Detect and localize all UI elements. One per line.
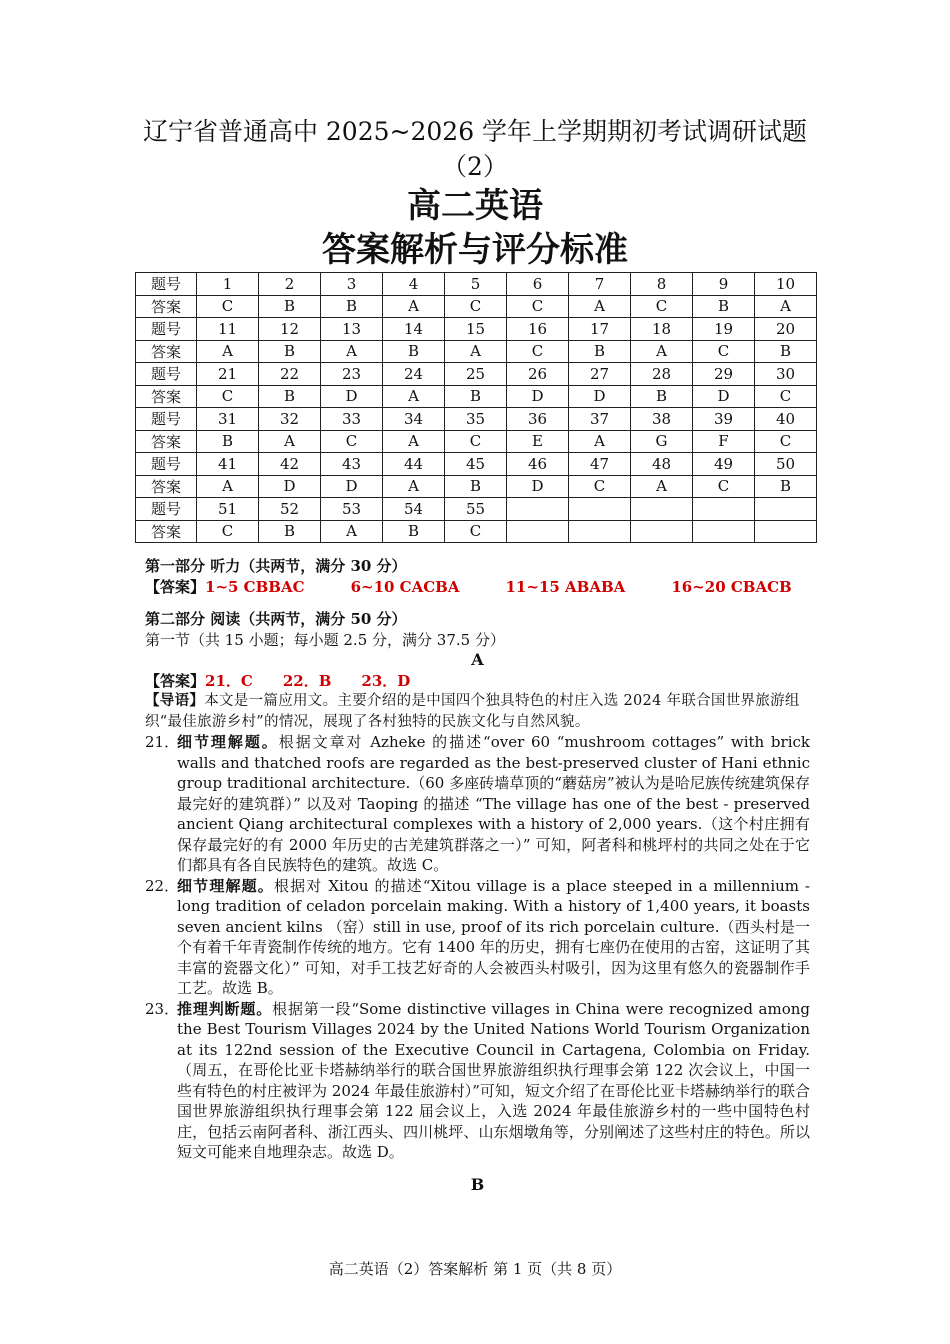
row-header-cell: 答案 [136,520,197,543]
part1-answer-group: 6~10 CACBA [350,577,460,596]
question-number: 21． [145,733,180,751]
answer-cell: D [569,385,631,408]
question-number-row [136,453,817,476]
answer-cell: A [383,295,445,318]
question-number-cell: 26 [507,363,569,386]
answer-cell: F [693,430,755,453]
question-number-cell: 4 [383,273,445,296]
answer-cell: C [197,385,259,408]
answer-cell: C [755,385,817,408]
part1-answer-group: 1~5 CBBAC [205,577,305,596]
question-number-cell: 21 [197,363,259,386]
answer-explanations [145,556,810,1195]
row-header-cell: 答案 [136,340,197,363]
question-number-row [136,318,817,341]
answer-table [135,272,817,543]
row-header-cell: 题号 [136,498,197,521]
answer-cell: B [321,295,383,318]
answer-cell: C [755,430,817,453]
question-number-cell: 18 [631,318,693,341]
answer-cell: A [197,475,259,498]
part1-heading: 第一部分 听力（共两节，满分 30 分） [145,557,407,575]
question-number-cell: 30 [755,363,817,386]
question-number-cell: 47 [569,453,631,476]
question-number-cell: 9 [693,273,755,296]
answer-cell: C [693,340,755,363]
answer-cell: D [507,475,569,498]
question-number-row [136,498,817,521]
answer-cell: C [197,520,259,543]
question-type: 细节理解题。 [177,733,279,751]
question-number-cell: 39 [693,408,755,431]
question-number-cell [569,498,631,521]
answer-cell: B [693,295,755,318]
answer-cell: A [383,475,445,498]
answer-cell: A [197,340,259,363]
question-number-cell: 6 [507,273,569,296]
document-title: 辽宁省普通高中 2025~2026 学年上学期期初考试调研试题 [142,117,808,146]
question-number-cell: 31 [197,408,259,431]
question-number-cell: 42 [259,453,321,476]
question-number-cell: 24 [383,363,445,386]
page-footer: 高二英语（2）答案解析 第 1 页（共 8 页） [328,1260,622,1278]
answer-cell: B [259,340,321,363]
question-number: 22． [145,876,180,895]
answer-cell: B [755,475,817,498]
answer-row [136,430,817,453]
question-number-cell [631,498,693,521]
answer-cell [631,520,693,543]
question-number-cell: 20 [755,318,817,341]
question-number-cell: 41 [197,453,259,476]
answer-cell: B [445,475,507,498]
row-header-cell: 题号 [136,318,197,341]
answer-cell: C [197,295,259,318]
row-header-cell: 答案 [136,385,197,408]
question-number-cell: 2 [259,273,321,296]
answer-label: 【答案】 [145,671,206,690]
question-number-cell: 10 [755,273,817,296]
question-number-cell: 5 [445,273,507,296]
answer-cell: B [259,385,321,408]
answer-cell: C [631,295,693,318]
question-number-cell: 38 [631,408,693,431]
question-number-cell: 45 [445,453,507,476]
answer-cell: B [569,340,631,363]
answer-cell: A [631,340,693,363]
question-number-cell: 48 [631,453,693,476]
passage-a-intro [145,691,810,732]
row-header-cell: 题号 [136,273,197,296]
part1-answer-group: 16~20 CBACB [671,577,792,596]
question-number-cell: 55 [445,498,507,521]
intro-label: 【导语】 [145,692,205,709]
question-number-cell: 15 [445,318,507,341]
answer-cell: A [259,430,321,453]
question-number-cell [693,498,755,521]
subject-title: 高二英语 [407,186,543,226]
question-number-cell: 13 [321,318,383,341]
question-number-cell: 16 [507,318,569,341]
question-number-cell: 51 [197,498,259,521]
answer-cell [569,520,631,543]
answer-row [136,340,817,363]
part1-answer-group: 11~15 ABABA [505,577,626,596]
explanation-item [145,876,810,999]
explanation-text: 根据对 Xitou 的描述“Xitou village is a place steeped in a millennium - long tradition of celadon porcelain making. With a history of 1,400 years, it boasts seven ancient kilns （窑）still in use, proof of its rich porcelain culture.（西头村是一个有着千年青瓷制作传统的地方。它有 1400 年的历史，拥有七座仍在使用的古窑，这证明了其丰富的瓷器文化）” 可知，对手工技艺好奇的人会被西头村吸引，因为这里有悠久的瓷器制作手工艺。故选 B。 [177,876,810,997]
answer-row [136,520,817,543]
question-number-cell: 14 [383,318,445,341]
question-number-cell: 1 [197,273,259,296]
answer-cell: C [507,340,569,363]
answer-cell: C [321,430,383,453]
answer-cell: D [321,385,383,408]
question-number-cell: 25 [445,363,507,386]
answer-cell: B [197,430,259,453]
answer-cell: A [569,430,631,453]
intro-text: 本文是一篇应用文。主要介绍的是中国四个独具特色的村庄入选 2024 年联合国世界旅游组织“最佳旅游乡村”的情况，展现了各村独特的民族文化与自然风貌。 [145,693,800,730]
question-number-cell: 35 [445,408,507,431]
question-number: 23． [145,999,180,1018]
question-number-cell: 19 [693,318,755,341]
question-number-cell: 11 [197,318,259,341]
answer-cell: B [383,340,445,363]
question-type: 推理判断题。 [177,999,273,1018]
question-number-cell [507,498,569,521]
passage-b-label: B [470,1174,485,1194]
answer-cell: B [383,520,445,543]
question-type: 细节理解题。 [177,876,274,895]
answer-cell: G [631,430,693,453]
answer-cell: A [383,430,445,453]
question-number-cell: 53 [321,498,383,521]
question-number-cell: 28 [631,363,693,386]
question-number-cell: 37 [569,408,631,431]
answer-cell: B [259,520,321,543]
passage-a-answer-values: 21．C 22．B 23．D [205,671,411,690]
explanation-text: 根据第一段“Some distinctive villages in China were recognized among the Best Tourism Villages 2024 by the United Nations World Tourism Organization at its 122nd session of the Executive Council in Cartagena, Colombia on Friday.（周五，在哥伦比亚卡塔赫纳举行的联合国世界旅游组织执行理事会第 122 次会议上，中国一些有特色的村庄被评为 2024 年最佳旅游村）”可知，短文介绍了在哥伦比亚卡塔赫纳举行的联合国世界旅游组织执行理事会第 122 届会议上，入选 2024 年最佳旅游乡村的一些中国特色村庄，包括云南阿者科、浙江西头、四川桃坪、山东烟墩角等，分别阐述了这些村庄的特色。所以短文可能来自地理杂志。故选 D。 [177,999,810,1161]
answer-cell: C [569,475,631,498]
answer-cell: A [445,340,507,363]
question-number-row [136,363,817,386]
answer-key-title: 答案解析与评分标准 [322,230,628,270]
question-number-cell: 7 [569,273,631,296]
question-number-cell: 17 [569,318,631,341]
row-header-cell: 题号 [136,408,197,431]
answer-cell: A [321,520,383,543]
answer-cell: C [445,520,507,543]
row-header-cell: 题号 [136,453,197,476]
explanation-text: 根据文章对 Azheke 的描述“over 60 “mushroom cottages” with brick walls and thatched roofs are regarded as the best-preserved cluster of Hani ethnic group traditional architecture.（60 多座砖墙草顶的“蘑菇房”被认为是哈尼族传统建筑保存最完好的建筑群）” 以及对 Taoping 的描述 “The village has one of the best - preserved ancient Qiang architectural complexes with a history of 2,000 years.（这个村庄拥有保存最完好的有 2000 年历史的古羌建筑群落之一）” 可知，阿者科和桃坪村的共同之处在于它们都具有各自民族特色的建筑。故选 C。 [177,733,810,874]
answer-cell: C [445,295,507,318]
answer-row [136,475,817,498]
answer-row [136,295,817,318]
answer-cell: B [445,385,507,408]
answer-row [136,385,817,408]
answer-cell: D [507,385,569,408]
question-number-cell: 32 [259,408,321,431]
answer-cell: B [631,385,693,408]
question-number-cell: 22 [259,363,321,386]
answer-cell: C [507,295,569,318]
row-header-cell: 题号 [136,363,197,386]
question-number-cell: 8 [631,273,693,296]
question-number-cell: 36 [507,408,569,431]
question-number-cell [755,498,817,521]
passage-a-label: A [471,650,484,669]
answer-cell [507,520,569,543]
question-number-cell: 54 [383,498,445,521]
answer-cell: B [259,295,321,318]
answer-cell: A [383,385,445,408]
passage-a-answers [145,671,810,692]
question-number-cell: 50 [755,453,817,476]
explanation-item [145,999,810,1163]
question-number-cell: 29 [693,363,755,386]
question-number-cell: 46 [507,453,569,476]
answer-cell: A [631,475,693,498]
answer-cell: D [321,475,383,498]
question-number-cell: 27 [569,363,631,386]
part1-answers [145,577,810,598]
answer-cell [755,520,817,543]
answer-cell: A [321,340,383,363]
question-number-cell: 3 [321,273,383,296]
question-number-cell: 44 [383,453,445,476]
question-number-cell: 43 [321,453,383,476]
question-number-cell: 33 [321,408,383,431]
question-number-cell: 34 [383,408,445,431]
row-header-cell: 答案 [136,430,197,453]
answer-cell [693,520,755,543]
question-number-cell: 12 [259,318,321,341]
row-header-cell: 答案 [136,295,197,318]
answer-cell: A [755,295,817,318]
answer-cell: A [569,295,631,318]
part2-heading: 第二部分 阅读（共两节，满分 50 分） [145,610,407,628]
answer-cell: E [507,430,569,453]
answer-cell: B [755,340,817,363]
question-number-cell: 52 [259,498,321,521]
question-number-row [136,273,817,296]
answer-cell: C [445,430,507,453]
question-number-row [136,408,817,431]
question-number-cell: 49 [693,453,755,476]
explanation-item [145,732,810,876]
row-header-cell: 答案 [136,475,197,498]
answer-cell: C [693,475,755,498]
question-number-cell: 23 [321,363,383,386]
answer-cell: D [693,385,755,408]
document-title-number: （2） [442,152,508,181]
answer-label: 【答案】 [145,577,206,596]
answer-cell: D [259,475,321,498]
section1-heading: 第一节（共 15 小题；每小题 2.5 分，满分 37.5 分） [145,630,505,649]
question-number-cell: 40 [755,408,817,431]
